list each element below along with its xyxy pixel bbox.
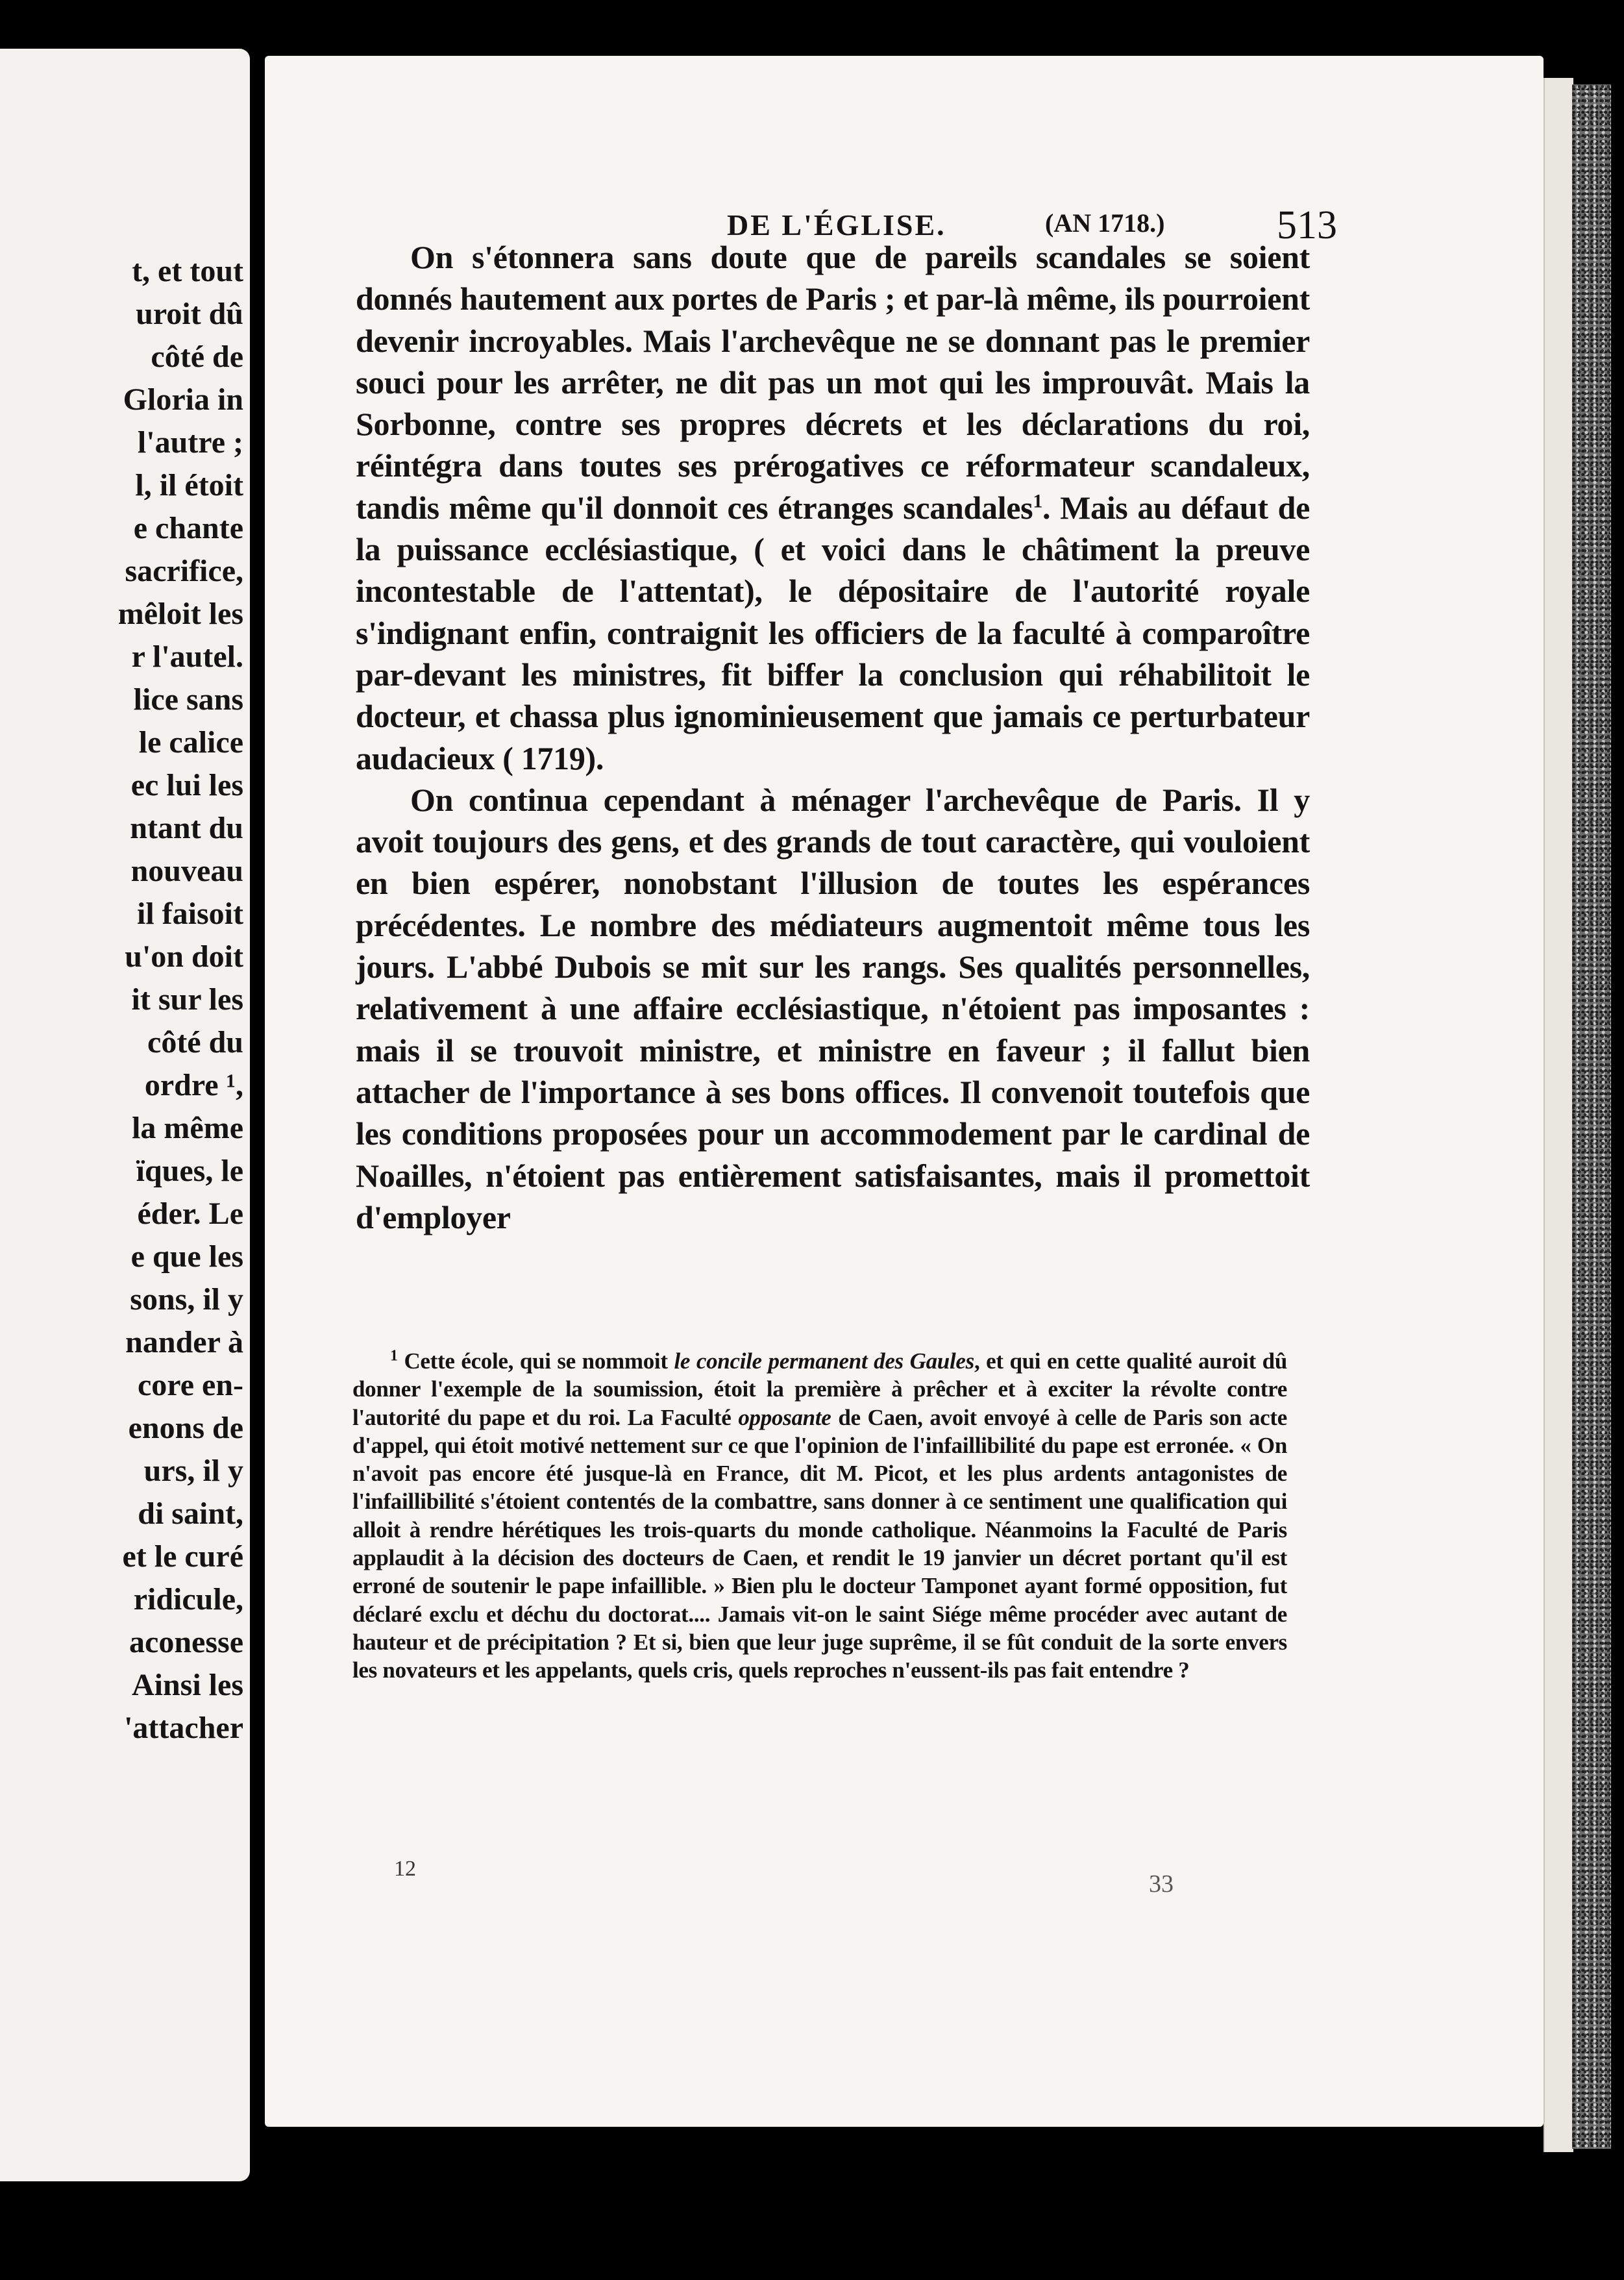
left-page-line: 'attacher — [124, 1711, 243, 1745]
left-page-line: le calice — [138, 725, 243, 760]
footnote-reference[interactable]: 1 — [1033, 490, 1043, 512]
left-page-line: t, et tout — [132, 254, 243, 288]
left-page-line: ordre ¹, — [144, 1068, 243, 1102]
left-page-line: côté de — [151, 340, 243, 374]
left-page-line: et le curé — [122, 1539, 243, 1574]
page-number: 513 — [1277, 203, 1337, 247]
left-page-line: e que les — [130, 1239, 243, 1274]
left-page-line: l'autre ; — [137, 425, 243, 460]
signature-mark-right: 33 — [1149, 1870, 1174, 1898]
left-page-line: ridicule, — [133, 1582, 243, 1617]
footnote-mark: 1 — [390, 1347, 398, 1365]
left-facing-page — [0, 49, 250, 2181]
left-page-line: la même — [132, 1111, 243, 1145]
left-page-line: enons de — [128, 1411, 243, 1445]
left-page-line: u'on doit — [125, 939, 243, 974]
left-page-line: urs, il y — [143, 1454, 243, 1488]
left-page-line: aconesse — [129, 1625, 243, 1659]
left-page-line: Gloria in — [123, 382, 243, 417]
left-page-line: l, il étoit — [135, 468, 243, 502]
left-page-line: r l'autel. — [131, 639, 243, 674]
footnote: $^1$ Cette école, qui se nommoit le concile permanent des Gaules, et qui en cette qualité auroit dû donner l'exemple de la soumission, étoit la première à prêcher et à exciter la révolte contre l'autorité du pape et du roi. La Faculté opposante de Caen, avoit envoyé à celle de Paris son acte d'appel, qui étoit motivé nettement sur ce que l'opinion de l'infaillibilité du pape est erronée. « On n'avoit pas encore été jusque-là en France, dit M. Picot, et les plus ardents antagonistes de l'infaillibilité s'étoient contentés de la combattre, sans donner à ce sentiment une qualification qui alloit à rendre hérétiques les trois-quarts du monde catholique. Néanmoins la Faculté de Paris applaudit à la décision des docteurs de Caen, et rendit le 19 janvier un décret portant qu'il est erroné de soutenir le pape infaillible. » Bien plu le docteur Tamponet ayant formé opposition, fut déclaré exclu et déchu du doctorat.... Jamais vit-on le saint Siége même procéder avec autant de hauteur et de précipitation ? Et si, bien que leur juge suprême, il se fût conduit de la sorte envers les novateurs et les appelants, quels cris, quels reproches n'eussent-ils pas fait entendre ? — [352, 1347, 1287, 1683]
left-page-line: sons, il y — [130, 1282, 243, 1317]
left-page-line: ïques, le — [136, 1154, 243, 1188]
left-page-line: core en- — [137, 1368, 243, 1402]
left-page-line: éder. Le — [137, 1196, 243, 1231]
left-page-line: lice sans — [133, 682, 243, 717]
left-page-line: ec lui les — [130, 768, 243, 802]
left-page-line: ntant du — [130, 811, 243, 845]
footnote-italic-title: le concile permanent des Gaules — [674, 1348, 974, 1374]
paragraph-1: On s'étonnera sans doute que de pareils scandales se soient donnés hautement aux portes de Paris ; et par-là même, ils pourroient devenir incroyables. Mais l'archevêque ne se donnant pas le premier souci pour les arrêter, ne dit pas un mot qui les improuvât. Mais la Sorbonne, contre ses propres décrets et les déclarations du roi, réintégra dans toutes ses prérogatives ce réformateur scandaleux, tandis même qu'il donnoit ces étranges scandales$^1$. Mais au défaut de la puissance ecclésiastique, ( et voici dans le châtiment la preuve incontestable de l'attentat), le dépositaire de l'autorité royale s'indignant enfin, contraignit les officiers de la faculté à comparoître par-devant les ministres, fit biffer la conclusion qui réhabilitoit le docteur, et chassa plus ignominieusement que jamais ce perturbateur audacieux ( 1719). — [356, 239, 1310, 776]
page-edges — [1544, 78, 1573, 2152]
left-page-line: sacrifice, — [125, 554, 243, 588]
left-page-line: nander à — [125, 1325, 243, 1359]
footnote-italic-word: opposante — [738, 1404, 831, 1430]
left-page-text — [0, 250, 243, 1750]
body-text — [356, 236, 1310, 1238]
signature-mark-left: 12 — [394, 1857, 416, 1881]
left-page-line: il faisoit — [137, 897, 243, 931]
left-page-line: di saint, — [138, 1496, 243, 1531]
left-page-line: it sur les — [131, 982, 243, 1017]
left-page-line: nouveau — [130, 854, 243, 888]
year-marker: (AN 1718.) — [1045, 208, 1165, 238]
running-title: DE L'ÉGLISE. — [727, 208, 946, 242]
paragraph-2: On continua cependant à ménager l'archevêque de Paris. Il y avoit toujours des gens, et des grands de tout caractère, qui vouloient en bien espérer, nonobstant l'illusion de toutes les espérances précédentes. Le nombre des médiateurs augmentoit même tous les jours. L'abbé Dubois se mit sur les rangs. Ses qualités personnelles, relativement à une affaire ecclésiastique, n'étoient pas imposantes : mais il se trouvoit ministre, et ministre en faveur ; il fallut bien attacher de l'importance à ses bons offices. Il convenoit toutefois que les conditions proposées pour un accommodement par le cardinal de Noailles, n'étoient pas entièrement satisfaisantes, mais il promettoit d'employer — [356, 781, 1310, 1235]
left-page-line: côté du — [147, 1025, 243, 1059]
left-page-line: Ainsi les — [131, 1668, 243, 1702]
left-page-line: e chante — [133, 511, 243, 545]
left-page-line: mêloit les — [117, 597, 243, 631]
book-binding — [1572, 84, 1611, 2149]
left-page-line: uroit dû — [136, 297, 243, 331]
